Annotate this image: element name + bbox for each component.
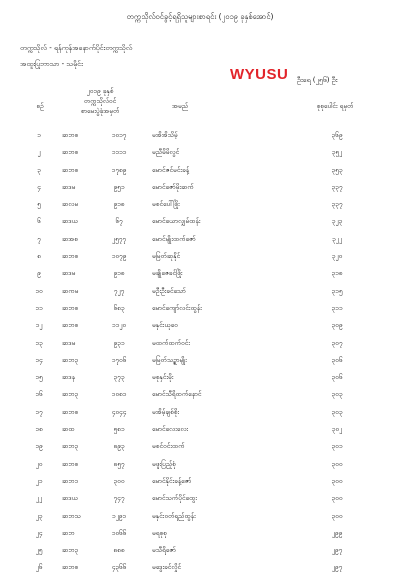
row-code: ဆဘစ: [62, 165, 79, 174]
row-mark: ၃၀၃: [331, 390, 343, 399]
row-roll-number: ၃၇၃: [113, 373, 125, 382]
row-mark: ၃၂၀: [331, 252, 343, 261]
table-row: [0, 249, 400, 266]
row-number: ၁: [37, 131, 41, 139]
table-row: [0, 543, 400, 560]
row-number: ၃: [37, 165, 41, 174]
row-code: ဆဒမ: [62, 269, 76, 278]
row-name: မဦးဦးခင်သော်: [152, 286, 186, 295]
row-number: ၂၃: [35, 511, 43, 520]
row-code: ဆဘ၃: [62, 442, 79, 451]
row-number: ၈: [37, 252, 41, 261]
row-code: ဆထ: [62, 425, 75, 434]
row-code: ဆဒယ: [62, 494, 78, 503]
row-name: မောင်မျိုးထက်ဇော်: [152, 234, 196, 243]
row-roll-number: ၅၈၁: [113, 425, 125, 434]
row-code: ဆဘ: [62, 528, 75, 537]
row-code: ဆဘစ: [62, 252, 79, 261]
row-roll-number: ၁၁၂၀: [111, 321, 127, 330]
row-roll-number: ၁၂၉၁: [111, 511, 127, 520]
table-row: [0, 509, 400, 526]
university-line: တက္ကသိုလ် - ရန်ကုန်အနောက်ပိုင်းတက္ကသိုလ်: [20, 44, 133, 52]
table-row: [0, 180, 400, 197]
header-name: အမည်: [172, 102, 188, 110]
row-mark: ၃၆၉: [331, 131, 343, 139]
table-row: [0, 301, 400, 318]
row-name: မမြတ်ဆုနိုင်: [152, 252, 181, 261]
row-roll-number: ၁၇၈၉: [111, 165, 127, 174]
row-mark: ၃၂၃: [331, 217, 343, 226]
row-roll-number: ၁၀၇၉: [111, 252, 127, 261]
row-name: မဖူးပြည့်စုံ: [152, 459, 176, 468]
row-mark: ၃၁၅: [331, 286, 343, 295]
row-roll-number: ၁၀၁၇: [111, 131, 127, 139]
subject-line: အထူးပြုဘာသာ - သမိုင်း: [20, 60, 83, 68]
row-mark: ၃၀၇: [331, 338, 343, 347]
row-roll-number: ၉၁၈: [113, 200, 125, 209]
row-number: ၁၃: [35, 338, 43, 347]
row-roll-number: ၁၀၆၆: [111, 528, 127, 537]
row-mark: ၃၀၀: [331, 511, 343, 520]
row-name: မချိုဇေခင်ဖြိုး: [152, 269, 183, 278]
row-number: ၁၅: [35, 373, 43, 382]
row-code: ဆလမ: [62, 200, 79, 209]
row-mark: ၃၁၁: [331, 303, 343, 312]
row-code: ဆဘ၃: [62, 390, 79, 399]
row-mark: ၃၀၀: [331, 459, 343, 468]
row-mark: ၃၅၃: [331, 165, 343, 174]
row-code: ဆဒန: [62, 373, 76, 382]
row-mark: ၃၀၀: [331, 494, 343, 503]
total-count: ဦးရေ (၂၅၆) ဦး: [297, 76, 338, 84]
row-code: ဆဒမ: [62, 182, 76, 191]
row-roll-number: ၄၀၄၄: [111, 407, 127, 416]
row-name: မရစုစု: [152, 528, 167, 537]
row-roll-number: ၉၁၈: [113, 269, 125, 278]
row-name: မောင်သက်ပိုင်ထွေး: [152, 494, 197, 503]
row-name: မထက်ထက်ဝင်း: [152, 338, 190, 347]
table-row: [0, 560, 400, 577]
document-title: တက္ကသိုလ်ဝင်ခွင့်ရရှိသူများစာရင်း (၂၀၁၉ ခုနှစ်အောင်): [126, 12, 274, 21]
row-roll-number: ၂၅၇၇: [111, 234, 127, 243]
row-mark: ၃၀၁: [331, 442, 343, 451]
row-name: မောင်နိုင်းခန့်ဇော်: [152, 476, 192, 485]
row-code: ဆဘစ: [62, 407, 79, 416]
table-row: [0, 387, 400, 404]
row-roll-number: ၈၉၃: [113, 442, 125, 451]
table-row: [0, 128, 400, 145]
row-number: ၂၀: [35, 459, 43, 468]
row-roll-number: ၇၂၇: [113, 286, 125, 295]
row-roll-number: ၈၈၈: [113, 546, 125, 555]
row-number: ၂၄: [35, 528, 43, 537]
table-row: [0, 526, 400, 543]
row-roll-number: ၉၃၁: [113, 338, 125, 347]
row-mark: ၃၀၉: [331, 321, 343, 330]
row-mark: ၃၀၆: [331, 373, 343, 382]
row-roll-number: ၇၄၇: [113, 494, 125, 503]
row-number: ၅: [37, 200, 41, 209]
table-row: [0, 284, 400, 301]
row-name: မောင်ယောလျှမ်ထန်း: [152, 217, 201, 226]
row-mark: ၃၃၇: [331, 200, 343, 209]
row-code: ဆဘစ: [62, 321, 79, 330]
row-mark: ၃၅၂: [331, 148, 343, 157]
row-mark: ၂၉၇: [331, 546, 343, 555]
row-name: မနှင်းယုဝေ: [152, 321, 178, 330]
row-mark: ၃၀၆: [331, 355, 343, 364]
row-roll-number: ၁၁၁၁: [111, 148, 127, 157]
table-row: [0, 232, 400, 249]
row-roll-number: ၁၇၀၆: [111, 355, 127, 364]
table-row: [0, 163, 400, 180]
row-name: မစင်ဝင်းထက်: [152, 442, 185, 451]
row-number: ၉: [37, 269, 41, 278]
row-code: ဆဘ၃: [62, 546, 79, 555]
row-code: ဆဘ၁: [62, 476, 79, 485]
table-row: [0, 336, 400, 353]
row-code: ဆဘစ: [62, 148, 79, 157]
row-name: မအိမ့်ချစ်စိုး: [152, 407, 180, 416]
row-mark: ၃၃၇: [331, 182, 343, 191]
row-number: ၁၆: [35, 390, 43, 399]
table-row: [0, 353, 400, 370]
row-roll-number: ၆၇: [115, 217, 123, 226]
row-roll-number: ၃၀၀: [113, 476, 125, 485]
row-name: မစင်ပေါ်ဖြိုး: [152, 200, 180, 209]
row-code: ဆဘစ: [62, 563, 79, 572]
row-name: မောင်ဇင်မင်းခန့်: [152, 165, 189, 174]
row-name: မောင်သီရိထက်နောင်: [152, 390, 202, 399]
row-code: ဆကမ: [62, 286, 79, 295]
row-number: ၁၇: [35, 407, 43, 416]
row-name: မောင်ကျော်လင်းထွန်း: [152, 303, 202, 312]
row-number: ၄: [37, 182, 41, 191]
row-code: ဆဘစ: [62, 459, 79, 468]
row-number: ၂၆: [35, 563, 43, 572]
row-number: ၂၁: [35, 476, 43, 485]
row-mark: ၃၁၈: [331, 269, 343, 278]
row-number: ၁၂: [35, 321, 43, 330]
table-row: [0, 197, 400, 214]
table-row: [0, 214, 400, 231]
row-roll-number: ၉၅၁: [113, 182, 125, 191]
row-name: မစုနှင်းမိုး: [152, 373, 174, 382]
row-mark: ၂၉၉: [331, 528, 343, 537]
row-name: မမြတ်သဥ္စာမျိုး: [152, 355, 187, 364]
row-code: ဆအစ: [62, 234, 78, 243]
table-row: [0, 422, 400, 439]
row-number: ၁၈: [35, 425, 43, 434]
row-number: ၁၁: [35, 303, 43, 312]
row-code: ဆဘ၃: [62, 355, 79, 364]
row-number: ၁၀: [35, 286, 43, 295]
row-name: မနှင်းဝတ်ရည်ထွန်း: [152, 511, 196, 520]
row-roll-number: ၆၈၃: [113, 303, 125, 312]
header-roll: ၂၀၁၉ ခုနှစ် တက္ကသိုလ်ဝင် စာမေးပွဲခုံအမှတ်: [80, 87, 120, 115]
row-number: ၁၄: [35, 355, 43, 364]
row-mark: ၃၀၂: [331, 425, 343, 434]
table-row: [0, 370, 400, 387]
table-row: [0, 439, 400, 456]
table-row: [0, 145, 400, 162]
row-name: မအိအိသိမ့်: [152, 131, 178, 139]
row-roll-number: ၄၃၆၆: [111, 563, 127, 572]
header-marks: စုစုပေါင်း ရမှတ်: [316, 102, 354, 110]
table-row: [0, 266, 400, 283]
row-code: ဆဘစ: [62, 131, 79, 139]
row-name: မညီမိမိလွင်: [152, 148, 180, 157]
table-row: [0, 457, 400, 474]
row-number: ၂၂: [35, 494, 43, 503]
row-mark: ၃၀၀: [331, 476, 343, 485]
table-row: [0, 318, 400, 335]
row-number: ၆: [37, 217, 41, 226]
row-number: ၂၅: [35, 546, 43, 555]
row-roll-number: ၁၀၈၁: [111, 390, 127, 399]
row-number: ၁၉: [35, 442, 43, 451]
row-code: ဆဒယ: [62, 217, 78, 226]
results-table: [0, 128, 400, 578]
row-mark: ၃၂၂: [331, 234, 343, 243]
row-number: ၇: [37, 234, 41, 243]
row-code: ဆဒမ: [62, 338, 76, 347]
header-no: စဉ်: [36, 102, 44, 110]
table-row: [0, 474, 400, 491]
row-code: ဆဘစ: [62, 303, 79, 312]
table-row: [0, 405, 400, 422]
row-name: မသီရိဇော်: [152, 546, 176, 555]
table-row: [0, 491, 400, 508]
row-code: ဆဘသ: [62, 511, 81, 520]
row-number: ၂: [37, 148, 41, 157]
row-mark: ၂၉၇: [331, 563, 343, 572]
row-roll-number: ၈၅၇: [113, 459, 125, 468]
row-name: မောင်လေးလေး: [152, 425, 189, 434]
watermark-logo: WYUSU: [230, 66, 289, 83]
row-name: မောင်ဇော်မိုးဆက်: [152, 182, 194, 191]
row-mark: ၃၀၃: [331, 407, 343, 416]
row-name: မဒွေးခင်လှိုင်: [152, 563, 181, 572]
